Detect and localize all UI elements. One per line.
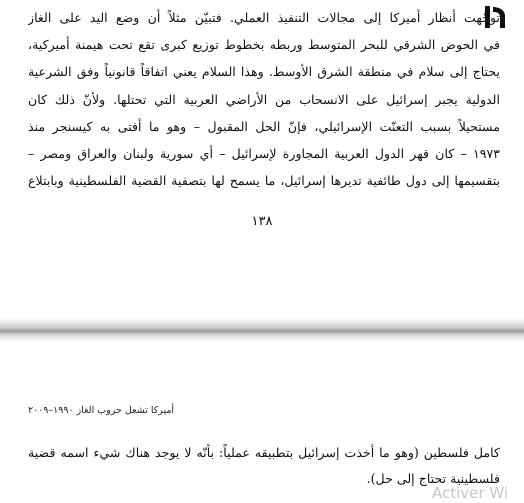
text-line: في الحوض الشرقي للبحر المتوسط وربطه بخطوط توزيع كبرى تقع تحت هيمنة أميركية،: [28, 37, 500, 53]
text-line: مستحيلاً بسبب التعنّت الإسرائيلي، فإنّ الحل المقبول – وهو ما أفتى به كيسنجر منذ: [28, 118, 500, 134]
activation-watermark: Activer Wi: [432, 484, 509, 502]
page-body-text: [28, 4, 500, 194]
text-line: توجّهت أنظار أميركا إلى مجالات التنفيذ العملي. فتبيّن مثلاً أن وضع اليد على الغاز: [28, 10, 500, 25]
page-number: ١٣٨: [251, 214, 273, 229]
text-line: الدولية يجبر إسرائيل على الانسحاب من الأراضي العربية التي تحتلها. ولأنّ ذلك كان: [28, 91, 500, 107]
text-line: يحتاج إلى سلام في منطقة الشرق الأوسط. وهذا السلام يعني اتفاقاً قانونياً وفق الشرعية: [28, 64, 500, 80]
page-separator: [0, 318, 524, 342]
running-header: أميركا تشعل حروب الغاز ١٩٩٠–٢٠٠٩: [28, 405, 175, 416]
text-line: بتقسيمها إلى دول طائفية تديرها إسرائيل، ما يسمح لها بتصفية القضية الفلسطينية وبابتلاع: [28, 173, 500, 189]
text-line: فلسطينية تحتاج إلى حل).: [366, 471, 500, 486]
page-body-text-continued: [28, 440, 500, 492]
text-line: كامل فلسطين (وهو ما أخذت إسرائيل بتطبيقه عملياً: بأنّه لا يوجد هناك شيء اسمه قضية: [28, 445, 500, 460]
text-line: ١٩٧٣ – كان قهر الدول العربية المجاورة لإسرائيل – أي سورية ولبنان والعراق ومصر –: [28, 146, 500, 162]
